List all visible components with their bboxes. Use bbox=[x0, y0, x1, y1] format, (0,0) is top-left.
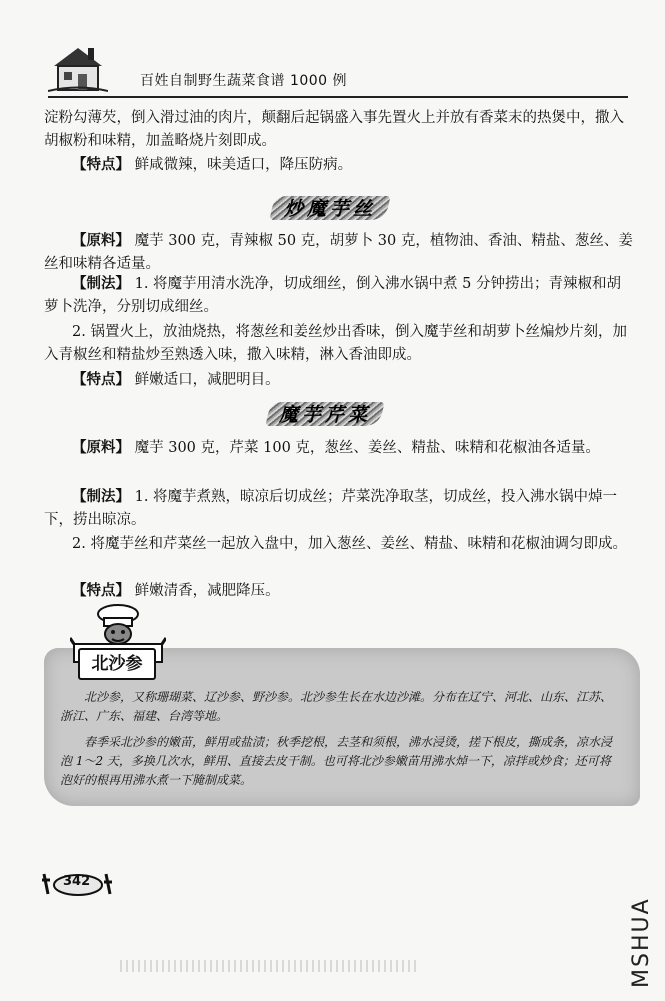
running-header-title: 百姓自制野生蔬菜食谱 1000 例 bbox=[140, 73, 348, 89]
ingredients-text: 魔芋 300 克，青辣椒 50 克，胡萝卜 30 克，植物油、香油、精盐、葱丝、姜丝和味精各适量。 bbox=[44, 233, 633, 272]
box-paragraph: 北沙参，又称珊瑚菜、辽沙参、野沙参。北沙参生长在水边沙滩。分布在辽宁、河北、山东、江苏、浙江、广东、福建、台湾等地。 bbox=[60, 690, 613, 723]
feature-label: 【特点】 bbox=[72, 371, 130, 388]
feature-text: 鲜嫩清香，减肥降压。 bbox=[134, 583, 280, 599]
method-step-paragraph: 2. 锅置火上，放油烧热，将葱丝和姜丝炒出香味，倒入魔芋丝和胡萝卜丝煸炒片刻，加入青椒丝和精盐炒至熟透入味，撒入味精，淋入香油即成。 bbox=[44, 324, 627, 363]
ingredients-paragraph bbox=[44, 436, 634, 460]
intro-paragraph: 淀粉勾薄芡，倒入滑过油的肉片，颠翻后起锅盛入事先置火上并放有香菜末的热煲中，撒入胡椒粉和味精，加盖略烧片刻即成。 【特点】 鲜咸微辣，味美适口，降压防病。 bbox=[44, 110, 624, 173]
page-number: 342 bbox=[63, 874, 91, 889]
feature-text: 鲜咸微辣，味美适口，降压防病。 bbox=[134, 157, 353, 173]
feature-label: 【特点】 bbox=[72, 582, 130, 599]
method-label: 【制法】 bbox=[72, 488, 130, 505]
feature-paragraph bbox=[44, 579, 634, 603]
ingredients-label: 【原料】 bbox=[72, 439, 130, 456]
recipe-title: 炒魔芋丝 bbox=[272, 192, 388, 224]
method-text: 1. 将魔芋用清水洗净，切成细丝，倒入沸水锅中煮 5 分钟捞出；青辣椒和胡萝卜洗净，分别切成细丝。 bbox=[44, 276, 621, 315]
box-paragraph: 春季采北沙参的嫩苗，鲜用或盐渍；秋季挖根，去茎和须根，沸水浸烫，搓下根皮，撕成条，凉水浸泡 1～2 天，多换几次水，鲜用、直接去皮干制。也可将北沙参嫩苗用沸水焯一下，凉拌或炒食；还可将泡好的根再用沸水煮一下腌制成菜。 bbox=[60, 735, 613, 787]
house-icon bbox=[48, 44, 108, 94]
feature-paragraph bbox=[44, 368, 634, 392]
method-step-paragraph: 2. 将魔芋丝和芹菜丝一起放入盘中，加入葱丝、姜丝、精盐、味精和花椒油调匀即成。 bbox=[72, 536, 627, 552]
ingredients-paragraph bbox=[44, 229, 634, 276]
side-watermark: MSHUA bbox=[629, 897, 654, 988]
feature-text: 鲜嫩适口，减肥明目。 bbox=[134, 372, 280, 388]
box-title-tag: 北沙参 bbox=[78, 648, 156, 680]
method-text: 1. 将魔芋煮熟，晾凉后切成丝；芹菜洗净取茎，切成丝，投入沸水锅中焯一下，捞出晾凉。 bbox=[44, 489, 618, 528]
ingredients-label: 【原料】 bbox=[72, 232, 130, 249]
method-paragraph bbox=[44, 272, 634, 319]
feature-label: 【特点】 bbox=[72, 156, 130, 173]
ingredients-text: 魔芋 300 克，芹菜 100 克，葱丝、姜丝、精盐、味精和花椒油各适量。 bbox=[134, 440, 600, 456]
method-label: 【制法】 bbox=[72, 275, 130, 292]
recipe-title: 魔芋芹菜 bbox=[268, 398, 382, 430]
scan-noise-decoration bbox=[120, 960, 420, 972]
method-paragraph bbox=[44, 485, 634, 532]
header-rule bbox=[48, 96, 628, 98]
